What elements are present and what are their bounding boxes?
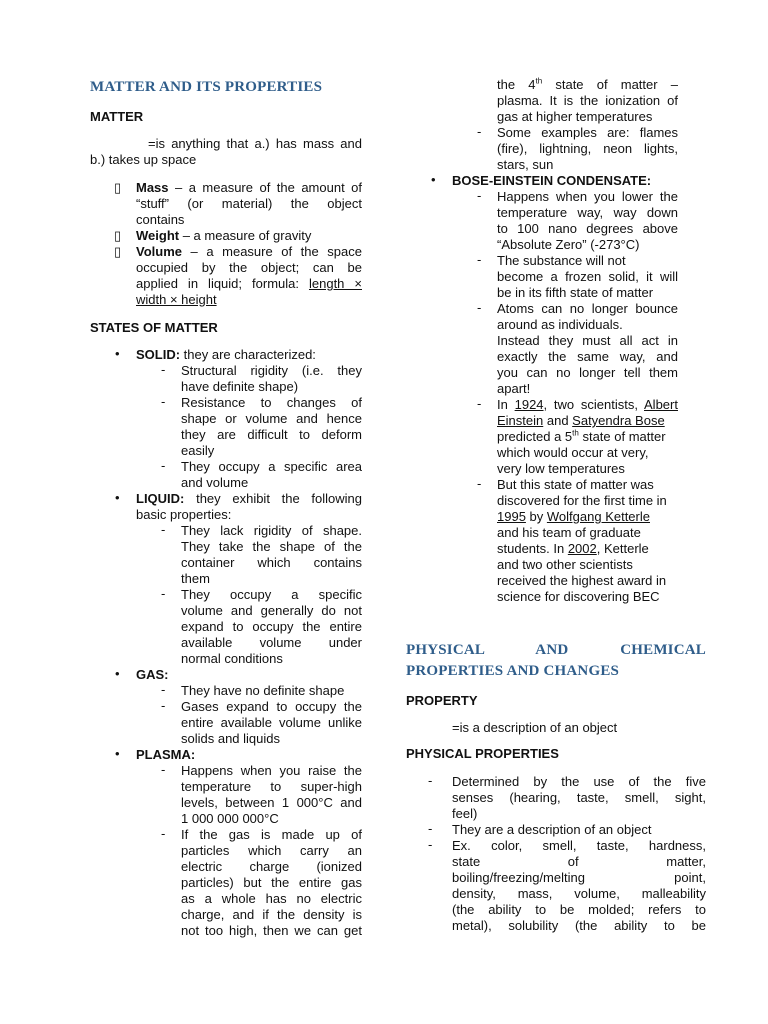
solid-text: they are characterized: bbox=[180, 347, 316, 362]
dash-bullet-icon: - bbox=[161, 762, 166, 777]
plasma-continued-line1 bbox=[497, 77, 678, 93]
bec-item-3-line3: Instead they must all act in bbox=[497, 333, 678, 348]
liquid-item-1-line3: container which contains bbox=[181, 555, 362, 570]
year-1995: 1995 bbox=[497, 509, 526, 524]
liquid-item-1-line4: them bbox=[181, 571, 210, 586]
weight-line1 bbox=[136, 228, 311, 244]
dash-bullet-icon: - bbox=[428, 821, 433, 836]
liquid-item-2-line5: normal conditions bbox=[181, 651, 283, 666]
bec-item-4-line3 bbox=[497, 429, 666, 445]
plasma-cont-1b: state of matter – bbox=[542, 77, 679, 92]
liquid-item-2-line2: volume and generally do not bbox=[181, 603, 362, 618]
phys-item-3-line2: state of matter, bbox=[452, 854, 706, 869]
liquid-text-1: they exhibit the following bbox=[184, 491, 362, 506]
solid-item-2-line3: they are difficult to deform bbox=[181, 427, 362, 442]
bec-item-2-line2: become a frozen solid, it will bbox=[497, 269, 678, 284]
bec-4-text-a: In bbox=[497, 397, 515, 412]
dash-bullet-icon: - bbox=[161, 394, 166, 409]
heading-states-of-matter: STATES OF MATTER bbox=[90, 320, 218, 335]
checkbox-bullet-icon: ▯ bbox=[114, 244, 122, 259]
phys-item-3-line5: (the ability to be molded; refers to bbox=[452, 902, 706, 917]
bec-item-4-line1 bbox=[497, 397, 678, 413]
bullet-dot-icon: • bbox=[115, 666, 120, 681]
dash-bullet-icon: - bbox=[428, 773, 433, 788]
dash-bullet-icon: - bbox=[477, 188, 482, 203]
bec-heading bbox=[452, 173, 651, 189]
weight-label: Weight bbox=[136, 228, 180, 243]
mass-line1 bbox=[136, 180, 362, 196]
liquid-line2: basic properties: bbox=[136, 507, 232, 522]
bec-item-5-line7: received the highest award in bbox=[497, 573, 667, 588]
bec-item-4-line2 bbox=[497, 413, 665, 429]
section-title-physical-chemical-line1: PHYSICAL AND CHEMICAL bbox=[406, 642, 706, 658]
solid-line bbox=[136, 347, 316, 363]
heading-physical-properties: PHYSICAL PROPERTIES bbox=[406, 746, 559, 761]
bec-item-5-line6: and two other scientists bbox=[497, 557, 633, 572]
dash-bullet-icon: - bbox=[477, 300, 482, 315]
phys-item-1-line3: feel) bbox=[452, 806, 478, 821]
solid-item-1-line1: Structural rigidity (i.e. they bbox=[181, 363, 362, 378]
section-title-matter: MATTER AND ITS PROPERTIES bbox=[90, 79, 323, 95]
bec-item-5-line2: discovered for the first time in bbox=[497, 493, 667, 508]
name-wolfgang-ketterle: Wolfgang Ketterle bbox=[546, 509, 650, 524]
dash-bullet-icon: - bbox=[477, 124, 482, 139]
name-satyendra-bose: Satyendra Bose bbox=[572, 413, 665, 428]
liquid-item-1-line2: They take the shape of the bbox=[181, 539, 362, 554]
property-definition: =is a description of an object bbox=[452, 720, 618, 735]
matter-definition-line1: =is anything that a.) has mass and bbox=[148, 136, 362, 151]
solid-item-3-line2: and volume bbox=[181, 475, 249, 490]
year-2002: 2002 bbox=[567, 541, 597, 556]
plasma-item-2-line6: charge, and if the density is bbox=[181, 907, 362, 922]
dash-bullet-icon: - bbox=[477, 396, 482, 411]
volume-label: Volume bbox=[136, 244, 182, 259]
volume-formula-2: width × height bbox=[136, 292, 217, 307]
gas-label: GAS: bbox=[136, 667, 169, 682]
plasma-label: PLASMA: bbox=[136, 747, 196, 762]
mass-text-1: – a measure of the amount of bbox=[168, 180, 362, 195]
bec-item-5-line5 bbox=[497, 541, 649, 557]
checkbox-bullet-icon: ▯ bbox=[114, 228, 122, 243]
name-albert: Albert bbox=[644, 397, 678, 412]
bullet-dot-icon: • bbox=[115, 346, 120, 361]
bec-item-3-line5: you can no longer tell them bbox=[497, 365, 678, 380]
dash-bullet-icon: - bbox=[161, 682, 166, 697]
solid-item-2-line4: easily bbox=[181, 443, 215, 458]
plasma-item-1-line1: Happens when you raise the bbox=[181, 763, 362, 778]
plasma-item-1-line3: levels, between 1 000°C and bbox=[181, 795, 362, 810]
plasma-item-2-line3: electric charge (ionized bbox=[181, 859, 362, 874]
phys-item-2-line1: They are a description of an object bbox=[452, 822, 652, 837]
volume-line1 bbox=[136, 244, 362, 260]
liquid-item-2-line1: They occupy a specific bbox=[181, 587, 362, 602]
gas-item-2-line2: entire available volume unlike bbox=[181, 715, 362, 730]
bullet-dot-icon: • bbox=[115, 490, 120, 505]
bec-4-and: and bbox=[543, 413, 573, 428]
volume-text-3a: applied in liquid; formula: bbox=[136, 276, 309, 291]
year-1924: 1924 bbox=[514, 397, 544, 412]
liquid-label: LIQUID: bbox=[136, 491, 185, 506]
heading-property: PROPERTY bbox=[406, 693, 478, 708]
solid-item-3-line1: They occupy a specific area bbox=[181, 459, 362, 474]
bullet-dot-icon: • bbox=[115, 746, 120, 761]
bec-item-3-line2: around as individuals. bbox=[497, 317, 623, 332]
bec-item-1-line3: to 100 nano degrees above bbox=[497, 221, 678, 236]
checkbox-bullet-icon: ▯ bbox=[114, 180, 122, 195]
gas-item-2-line3: solids and liquids bbox=[181, 731, 281, 746]
dash-bullet-icon: - bbox=[477, 252, 482, 267]
examples-line1: Some examples are: flames bbox=[497, 125, 678, 140]
dash-bullet-icon: - bbox=[428, 837, 433, 852]
plasma-item-2-line7: not too high, then we can get bbox=[181, 923, 362, 938]
phys-item-3-line3: boiling/freezing/melting point, bbox=[452, 870, 706, 885]
bec-5-l5a: students. In bbox=[497, 541, 568, 556]
volume-formula-1: length × bbox=[308, 276, 362, 291]
bec-item-4-line4: which would occur at very, bbox=[497, 445, 649, 460]
gas-line bbox=[136, 667, 169, 683]
gas-item-2-line1: Gases expand to occupy the bbox=[181, 699, 362, 714]
dash-bullet-icon: - bbox=[161, 698, 166, 713]
plasma-cont-1a: the 4 bbox=[497, 77, 536, 92]
volume-line2: occupied by the object; can be bbox=[136, 260, 362, 275]
volume-text-1: – a measure of the space bbox=[182, 244, 362, 259]
liquid-item-2-line4: available volume under bbox=[181, 635, 362, 650]
solid-item-2-line2: shape or volume and hence bbox=[181, 411, 362, 426]
dash-bullet-icon: - bbox=[161, 522, 166, 537]
dash-bullet-icon: - bbox=[161, 362, 166, 377]
weight-text: – a measure of gravity bbox=[179, 228, 312, 243]
bec-item-5-line1: But this state of matter was bbox=[497, 477, 654, 492]
plasma-item-2-line4: particles) but the entire gas bbox=[181, 875, 362, 890]
dash-bullet-icon: - bbox=[161, 826, 166, 841]
dash-bullet-icon: - bbox=[477, 476, 482, 491]
bec-item-1-line2: temperature way, way down bbox=[497, 205, 678, 220]
phys-item-1-line2: senses (hearing, taste, smell, sight, bbox=[452, 790, 706, 805]
bec-item-1-line1: Happens when you lower the bbox=[497, 189, 678, 204]
plasma-item-1-line4: 1 000 000 000°C bbox=[181, 811, 279, 826]
heading-matter: MATTER bbox=[90, 109, 144, 124]
examples-line2: (fire), lightning, neon lights, bbox=[497, 141, 678, 156]
bec-4-l3b: state of matter bbox=[578, 429, 666, 444]
phys-item-1-line1: Determined by the use of the five bbox=[452, 774, 706, 789]
solid-item-2-line1: Resistance to changes of bbox=[181, 395, 362, 410]
plasma-item-2-line2: particles which carry an bbox=[181, 843, 362, 858]
solid-label: SOLID: bbox=[136, 347, 181, 362]
bec-item-1-line4: “Absolute Zero” (-273°C) bbox=[497, 237, 640, 252]
bec-item-5-line8: science for discovering BEC bbox=[497, 589, 660, 604]
bec-4-l3a: predicted a 5 bbox=[497, 429, 573, 444]
bec-4-sup: th bbox=[572, 428, 579, 438]
bec-item-3-line1: Atoms can no longer bounce bbox=[497, 301, 678, 316]
mass-line3: contains bbox=[136, 212, 185, 227]
liquid-line1 bbox=[136, 491, 362, 507]
bec-5-l5b: , Ketterle bbox=[596, 541, 649, 556]
matter-definition-line2: b.) takes up space bbox=[90, 152, 197, 167]
plasma-item-2-line5: as a whole has no electric bbox=[181, 891, 362, 906]
bec-item-2-line1: The substance will not bbox=[497, 253, 626, 268]
section-title-physical-chemical-line2: PROPERTIES AND CHANGES bbox=[406, 663, 620, 679]
liquid-item-2-line3: expand to occupy the entire bbox=[181, 619, 362, 634]
bec-item-3-line4: exactly the same way, and bbox=[497, 349, 678, 364]
plasma-cont-sup: th bbox=[535, 76, 543, 86]
examples-line3: stars, sun bbox=[497, 157, 554, 172]
bec-item-4-line5: very low temperatures bbox=[497, 461, 625, 476]
dash-bullet-icon: - bbox=[161, 458, 166, 473]
plasma-line bbox=[136, 747, 195, 763]
phys-item-3-line4: density, mass, volume, malleability bbox=[452, 886, 706, 901]
bec-4-text-b: , two scientists, bbox=[543, 397, 645, 412]
liquid-item-1-line1: They lack rigidity of shape. bbox=[181, 523, 362, 538]
bullet-dot-icon: • bbox=[431, 172, 436, 187]
bec-item-5-line4: and his team of graduate bbox=[497, 525, 641, 540]
dash-bullet-icon: - bbox=[161, 586, 166, 601]
gas-item-1-line1: They have no definite shape bbox=[181, 683, 345, 698]
mass-line2: “stuff” (or material) the object bbox=[136, 196, 362, 211]
solid-item-1-line2: have definite shape) bbox=[181, 379, 299, 394]
bec-label: BOSE-EINSTEIN CONDENSATE: bbox=[452, 173, 652, 188]
plasma-item-2-line1: If the gas is made up of bbox=[181, 827, 362, 842]
plasma-item-1-line2: temperature to super-high bbox=[181, 779, 362, 794]
mass-label: Mass bbox=[136, 180, 169, 195]
bec-item-2-line3: be in its fifth state of matter bbox=[497, 285, 654, 300]
plasma-continued-line3: gas at higher temperatures bbox=[497, 109, 653, 124]
phys-item-3-line6: metal), solubility (the ability to be bbox=[452, 918, 706, 933]
name-einstein: Einstein bbox=[497, 413, 544, 428]
plasma-continued-line2: plasma. It is the ionization of bbox=[497, 93, 678, 108]
bec-item-3-line6: apart! bbox=[497, 381, 531, 396]
bec-item-5-line3 bbox=[497, 509, 650, 525]
phys-item-3-line1: Ex. color, smell, taste, hardness, bbox=[452, 838, 706, 853]
bec-5-by: by bbox=[525, 509, 547, 524]
volume-line3 bbox=[136, 276, 362, 292]
